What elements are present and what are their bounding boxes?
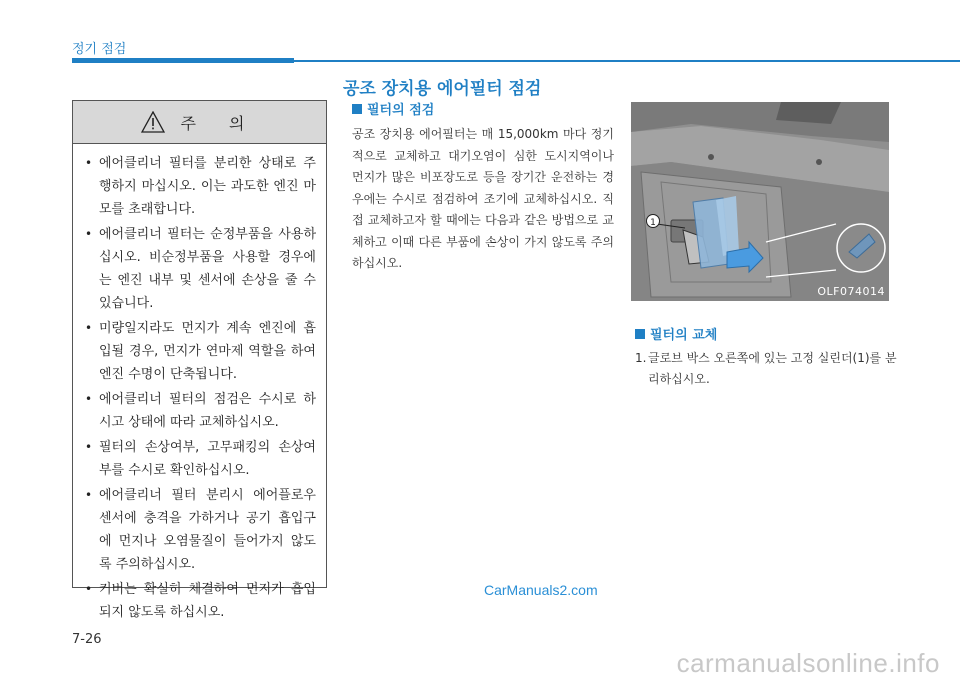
caution-title: 주 의	[180, 113, 259, 133]
list-item: • 에어클리너 필터의 점검은 수시로 하시고 상태에 따라 교체하십시오.	[99, 388, 316, 434]
subsection-replace-title: 필터의 교체	[635, 324, 717, 343]
figure-callout-label: 1	[650, 218, 656, 228]
list-item: • 에어클리너 필터를 분리한 상태로 주행하지 마십시오. 이는 과도한 엔진 마모를 초래합니다.	[99, 152, 316, 221]
figure-code: OLF074014	[817, 285, 885, 298]
footer-watermark: carmanualsonline.info	[676, 648, 940, 678]
section-header-title: 정기 점검	[72, 42, 127, 57]
bullet-icon: •	[85, 392, 93, 406]
bullet-icon: •	[85, 321, 93, 335]
bullet-icon: •	[85, 488, 93, 502]
list-item: • 에어클리너 필터는 순정부품을 사용하십시오. 비순정부품을 사용할 경우에는 엔진 내부 및 센서에 손상을 줄 수 있습니다.	[99, 223, 316, 315]
header-rule-thin	[294, 60, 960, 62]
glovebox-illustration	[631, 102, 889, 301]
square-bullet-icon	[635, 329, 645, 339]
warning-triangle-icon	[141, 111, 165, 133]
center-watermark: CarManuals2.com	[484, 582, 598, 598]
bullet-icon: •	[85, 156, 93, 170]
bullet-icon: •	[85, 227, 93, 241]
list-item: • 필터의 손상여부, 고무패킹의 손상여부를 수시로 확인하십시오.	[99, 436, 316, 482]
bullet-icon: •	[85, 582, 93, 596]
bullet-icon: •	[85, 440, 93, 454]
replace-step	[635, 348, 898, 390]
page-number: 7-26	[72, 632, 102, 647]
list-item: • 커버는 확실히 체결하여 먼지가 흡입되지 않도록 하십시오.	[99, 578, 316, 624]
list-item: • 에어클리너 필터 분리시 에어플로우 센서에 충격을 가하거나 공기 흡입구에 먼지나 오염물질이 들어가지 않도록 주의하십시오.	[99, 484, 316, 576]
list-item: • 미량일지라도 먼지가 계속 엔진에 흡입될 경우, 먼지가 연마제 역할을 하여 엔진 수명이 단축됩니다.	[99, 317, 316, 386]
caution-list	[73, 144, 326, 624]
caution-box	[72, 100, 327, 620]
header-rule-thick	[72, 58, 294, 63]
glovebox-figure	[631, 102, 889, 301]
step-number: 1.	[635, 351, 647, 365]
caution-header	[73, 101, 326, 144]
square-bullet-icon	[352, 104, 362, 114]
step-text: 글로브 박스 오른쪽에 있는 고정 실린더(1)를 분리하십시오.	[648, 351, 897, 386]
inspect-paragraph: 공조 장치용 에어필터는 매 15,000km 마다 정기적으로 교체하고 대기오염이 심한 도시지역이나 먼지가 많은 비포장도로 등을 장기간 운전하는 경우에는 수시로 점검하여 조기에 교체하십시오. 직접 교체하고자 할 때에는 다음과 같은 방법으로 교체하고 이때 다른 부품에 손상이 가지 않도록 주의하십시오.	[352, 127, 614, 270]
subsection-inspect-title: 필터의 점검	[352, 99, 434, 118]
section-title: 공조 장치용 에어필터 점검	[343, 79, 542, 99]
